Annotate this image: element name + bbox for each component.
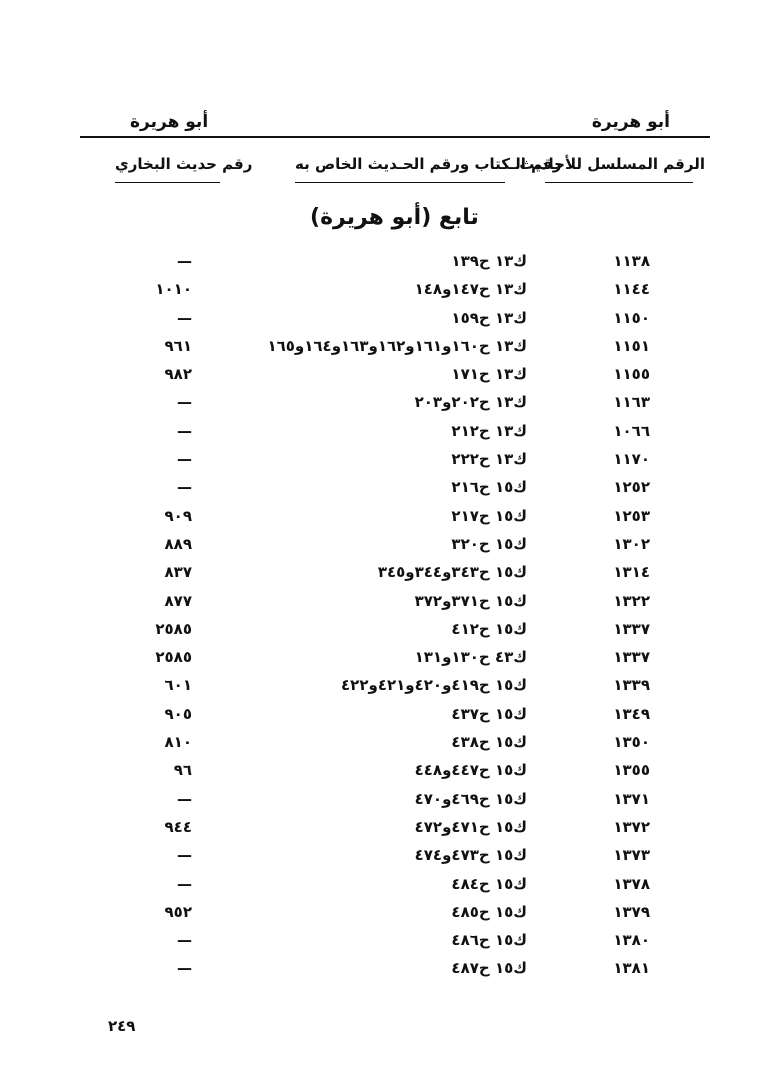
- serial-number-cell: ١١٥٠: [613, 308, 650, 327]
- table-row: [0, 620, 765, 648]
- serial-number-cell: ١٣٨١: [613, 959, 650, 978]
- serial-number-cell: ١٢٥٢: [613, 478, 650, 497]
- column-header-serial: الرقم المسلسل للأحاديث: [519, 155, 705, 173]
- table-row: [0, 931, 765, 959]
- table-row: [0, 478, 765, 506]
- table-row: [0, 846, 765, 874]
- bukhari-number-cell: ١٠١٠: [155, 280, 192, 299]
- column-header-book: رقم الـكتاب ورقم الحـديث الخاص به: [295, 155, 562, 173]
- table-row: [0, 903, 765, 931]
- bukhari-number-cell: —: [177, 421, 192, 440]
- serial-number-cell: ١٣٨٠: [613, 931, 650, 950]
- serial-number-cell: ١١٥١: [613, 336, 650, 355]
- book-hadith-cell: ك١٥ ح٤٧٣و٤٧٤: [414, 846, 527, 865]
- bukhari-number-cell: —: [177, 308, 192, 327]
- bukhari-number-cell: ٨٨٩: [164, 534, 192, 553]
- serial-number-cell: ١٣٠٢: [613, 534, 650, 553]
- running-header-left: أبو هريرة: [130, 112, 209, 132]
- book-hadith-cell: ك١٥ ح٤٨٤: [451, 874, 527, 893]
- column-underline-serial: [545, 182, 693, 183]
- column-underline-book: [295, 182, 505, 183]
- bukhari-number-cell: ٨١٠: [164, 733, 192, 752]
- bukhari-number-cell: ٩٥٢: [164, 902, 192, 921]
- serial-number-cell: ١٣٧٢: [613, 817, 650, 836]
- bukhari-number-cell: —: [177, 789, 192, 808]
- bukhari-number-cell: ٢٥٨٥: [155, 648, 192, 667]
- book-hadith-cell: ك٤٣ ح١٣٠و١٣١: [414, 648, 527, 667]
- page-number: ٢٤٩: [108, 1017, 136, 1035]
- book-hadith-cell: ك١٥ ح٤٨٦: [451, 931, 527, 950]
- book-hadith-cell: ك١٥ ح٣٤٣و٣٤٤و٣٤٥: [377, 563, 527, 582]
- serial-number-cell: ١٣٧٩: [613, 902, 650, 921]
- table-row: [0, 733, 765, 761]
- bukhari-number-cell: —: [177, 478, 192, 497]
- table-row: [0, 252, 765, 280]
- table-row: [0, 875, 765, 903]
- table-row: [0, 761, 765, 789]
- section-title: (أبو هريرة) تابع: [310, 205, 479, 230]
- table-row: [0, 592, 765, 620]
- book-hadith-cell: ك١٥ ح٤٣٨: [451, 733, 527, 752]
- book-hadith-cell: ك١٥ ح٤٨٧: [451, 959, 527, 978]
- book-hadith-cell: ك١٥ ح٤١٩و٤٢٠و٤٢١و٤٢٢: [341, 676, 527, 695]
- table-row: [0, 422, 765, 450]
- bukhari-number-cell: —: [177, 846, 192, 865]
- bukhari-number-cell: ٦٠١: [164, 676, 192, 695]
- book-hadith-cell: ك١٣ ح١٣٩: [451, 252, 527, 270]
- book-hadith-cell: ك١٥ ح٤١٢: [451, 619, 527, 638]
- book-hadith-cell: ك١٣ ح١٧١: [451, 365, 527, 384]
- table-row: [0, 450, 765, 478]
- bukhari-number-cell: —: [177, 252, 192, 270]
- table-row: [0, 535, 765, 563]
- serial-number-cell: ١٣٧١: [613, 789, 650, 808]
- bukhari-number-cell: ٩٦١: [164, 336, 192, 355]
- bukhari-number-cell: ٩٨٢: [164, 365, 192, 384]
- book-hadith-cell: ك١٣ ح٢٠٢و٢٠٣: [414, 393, 527, 412]
- serial-number-cell: ١٣٧٨: [613, 874, 650, 893]
- bukhari-number-cell: ٢٥٨٥: [155, 619, 192, 638]
- table-row: [0, 818, 765, 846]
- table-row: [0, 676, 765, 704]
- table-row: [0, 393, 765, 421]
- header-rule: [80, 136, 710, 138]
- serial-number-cell: ١٣٣٧: [613, 648, 650, 667]
- book-hadith-cell: ك١٣ ح١٤٧و١٤٨: [414, 280, 527, 299]
- book-hadith-cell: ك١٣ ح١٦٠و١٦١و١٦٢و١٦٣و١٦٤و١٦٥: [267, 336, 527, 355]
- serial-number-cell: ١٣٢٢: [613, 591, 650, 610]
- serial-number-cell: ١٣٤٩: [613, 704, 650, 723]
- bukhari-number-cell: ٩٦: [173, 761, 192, 780]
- table-row: [0, 705, 765, 733]
- book-hadith-cell: ك١٥ ح٤٦٩و٤٧٠: [414, 789, 527, 808]
- book-hadith-cell: ك١٥ ح٢١٧: [451, 506, 527, 525]
- serial-number-cell: ١٣٧٣: [613, 846, 650, 865]
- book-hadith-cell: ك١٥ ح٤٨٥: [451, 902, 527, 921]
- running-header-right: أبو هريرة: [591, 112, 670, 132]
- book-hadith-cell: ك١٥ ح٤٧١و٤٧٢: [414, 817, 527, 836]
- table-row: [0, 790, 765, 818]
- serial-number-cell: ١٣٣٧: [613, 619, 650, 638]
- book-hadith-cell: ك١٥ ح٤٤٧و٤٤٨: [414, 761, 527, 780]
- table-row: [0, 959, 765, 987]
- table-row: [0, 507, 765, 535]
- serial-number-cell: ١١٧٠: [613, 450, 650, 469]
- serial-number-cell: ١٣١٤: [613, 563, 650, 582]
- table-row: [0, 280, 765, 308]
- column-underline-bukhari: [115, 182, 220, 183]
- bukhari-number-cell: —: [177, 393, 192, 412]
- book-hadith-cell: ك١٣ ح٢٢٢: [451, 450, 527, 469]
- bukhari-number-cell: ٨٣٧: [164, 563, 192, 582]
- serial-number-cell: ١١٣٨: [613, 252, 650, 270]
- book-hadith-cell: ك١٣ ح٢١٢: [451, 421, 527, 440]
- serial-number-cell: ١٣٥٥: [613, 761, 650, 780]
- serial-number-cell: ١٣٣٩: [613, 676, 650, 695]
- table-row: [0, 563, 765, 591]
- bukhari-number-cell: —: [177, 931, 192, 950]
- book-hadith-cell: ك١٣ ح١٥٩: [451, 308, 527, 327]
- table-row: [0, 648, 765, 676]
- serial-number-cell: ١٠٦٦: [613, 421, 650, 440]
- bukhari-number-cell: ٩٤٤: [164, 817, 192, 836]
- book-hadith-cell: ك١٥ ح٤٣٧: [451, 704, 527, 723]
- bukhari-number-cell: —: [177, 450, 192, 469]
- bukhari-number-cell: —: [177, 959, 192, 978]
- serial-number-cell: ١٢٥٣: [613, 506, 650, 525]
- table-body: [0, 252, 765, 988]
- serial-number-cell: ١١٤٤: [613, 280, 650, 299]
- book-hadith-cell: ك١٥ ح٣٧١و٣٧٢: [414, 591, 527, 610]
- table-row: [0, 337, 765, 365]
- table-row: [0, 309, 765, 337]
- bukhari-number-cell: ٨٧٧: [164, 591, 192, 610]
- book-hadith-cell: ك١٥ ح٣٢٠: [451, 534, 527, 553]
- column-header-bukhari: رقم حديث البخاري: [115, 155, 253, 173]
- bukhari-number-cell: ٩٠٥: [164, 704, 192, 723]
- serial-number-cell: ١١٦٣: [613, 393, 650, 412]
- table-row: [0, 365, 765, 393]
- book-hadith-cell: ك١٥ ح٢١٦: [451, 478, 527, 497]
- serial-number-cell: ١٣٥٠: [613, 733, 650, 752]
- bukhari-number-cell: ٩٠٩: [164, 506, 192, 525]
- serial-number-cell: ١١٥٥: [613, 365, 650, 384]
- bukhari-number-cell: —: [177, 874, 192, 893]
